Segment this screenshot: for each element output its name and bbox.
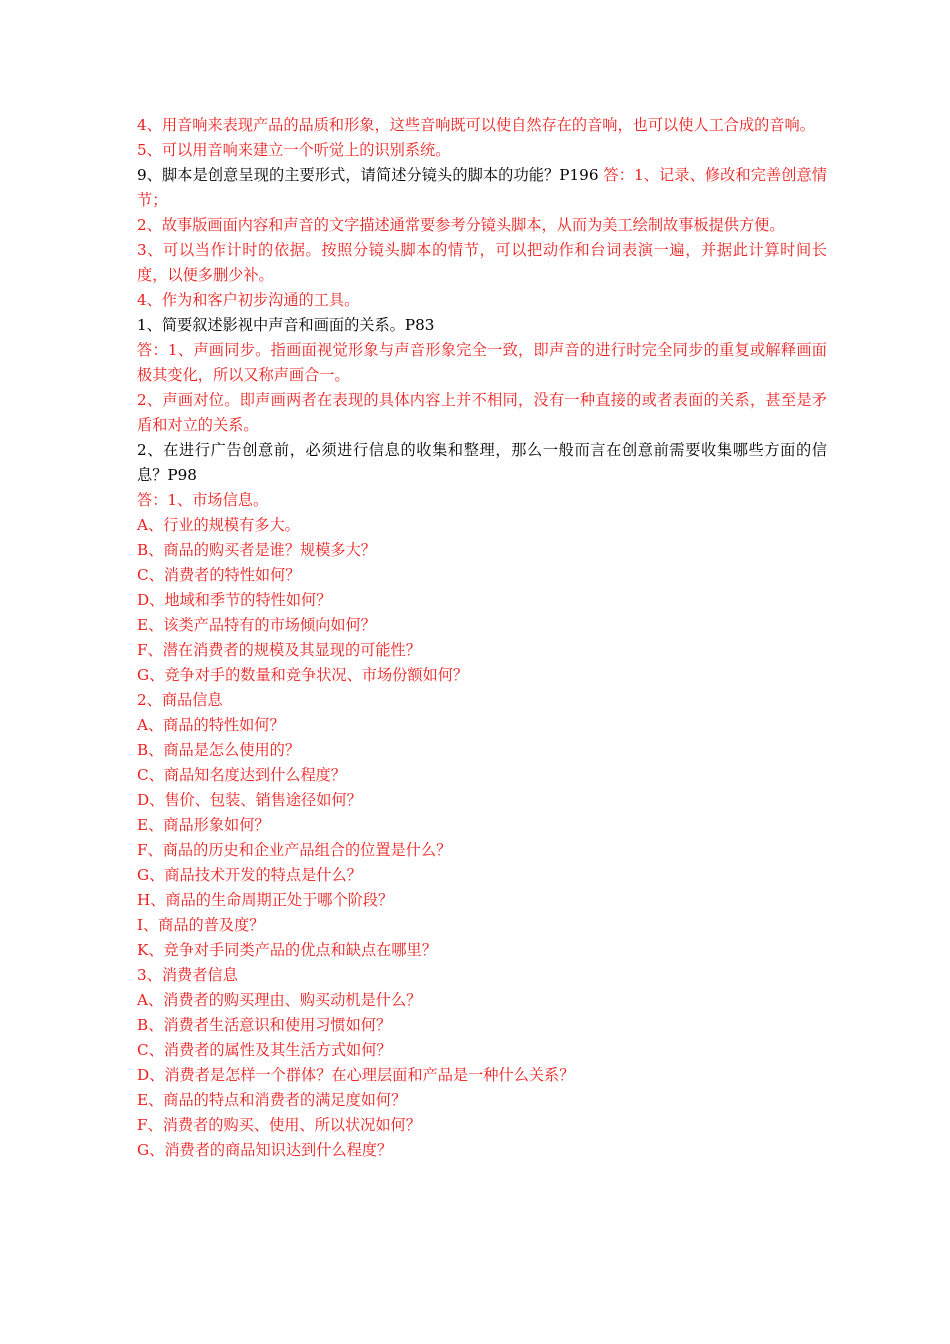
paragraph: [137, 638, 827, 663]
answer-text: 答：1、市场信息。: [137, 491, 269, 509]
paragraph: [137, 663, 827, 688]
paragraph: [137, 238, 827, 288]
answer-text: I、商品的普及度？: [137, 916, 265, 934]
question-text: 1、简要叙述影视中声音和画面的关系。P83: [137, 316, 435, 334]
answer-text: F、商品的历史和企业产品组合的位置是什么？: [137, 841, 452, 859]
paragraph: [137, 538, 827, 563]
paragraph: [137, 838, 827, 863]
paragraph: [137, 1038, 827, 1063]
answer-text: B、消费者生活意识和使用习惯如何？: [137, 1016, 392, 1034]
paragraph: [137, 213, 827, 238]
paragraph: [137, 813, 827, 838]
answer-text: A、消费者的购买理由、购买动机是什么？: [137, 991, 422, 1009]
answer-text: B、商品是怎么使用的？: [137, 741, 301, 759]
paragraph: [137, 763, 827, 788]
answer-text: K、竞争对手同类产品的优点和缺点在哪里？: [137, 941, 437, 959]
paragraph: [137, 113, 827, 138]
paragraph: [137, 1113, 827, 1138]
answer-text: B、商品的购买者是谁？规模多大？: [137, 541, 376, 559]
answer-text: D、消费者是怎样一个群体？在心理层面和产品是一种什么关系？: [137, 1066, 575, 1084]
answer-text: A、商品的特性如何？: [137, 716, 285, 734]
paragraph: [137, 888, 827, 913]
paragraph: [137, 1063, 827, 1088]
answer-text: 2、声画对位。即声画两者在表现的具体内容上并不相同，没有一种直接的或者表面的关系，甚至是矛盾和对立的关系。: [137, 391, 827, 434]
answer-text: G、消费者的商品知识达到什么程度？: [137, 1141, 393, 1159]
question-text: 9、脚本是创意呈现的主要形式，请简述分镜头的脚本的功能？P196: [137, 166, 604, 184]
answer-text: G、竞争对手的数量和竞争状况、市场份额如何？: [137, 666, 469, 684]
paragraph: [137, 963, 827, 988]
paragraph: [137, 338, 827, 388]
answer-text: C、消费者的属性及其生活方式如何？: [137, 1041, 392, 1059]
paragraph: [137, 938, 827, 963]
paragraph: [137, 513, 827, 538]
paragraph: [137, 788, 827, 813]
answer-text: 2、商品信息: [137, 691, 223, 709]
paragraph: [137, 913, 827, 938]
answer-text: F、潜在消费者的规模及其显现的可能性？: [137, 641, 421, 659]
answer-text: D、售价、包装、销售途径如何？: [137, 791, 362, 809]
paragraph: [137, 288, 827, 313]
paragraph: [137, 438, 827, 488]
paragraph: [137, 713, 827, 738]
answer-text: E、商品形象如何？: [137, 816, 270, 834]
paragraph: [137, 1013, 827, 1038]
document-page: [137, 113, 827, 1163]
paragraph: [137, 613, 827, 638]
paragraph: [137, 738, 827, 763]
question-text: 2、在进行广告创意前，必须进行信息的收集和整理，那么一般而言在创意前需要收集哪些方面的信息？P98: [137, 441, 827, 484]
paragraph: [137, 138, 827, 163]
paragraph: [137, 588, 827, 613]
paragraph: [137, 988, 827, 1013]
paragraph: [137, 388, 827, 438]
answer-text: 答：1、记录、修改和完善创意情节；: [137, 166, 827, 209]
answer-text: E、商品的特点和消费者的满足度如何？: [137, 1091, 407, 1109]
answer-text: D、地域和季节的特性如何？: [137, 591, 332, 609]
answer-text: 4、用音响来表现产品的品质和形象，这些音响既可以使自然存在的音响，也可以使人工合成的音响。: [137, 116, 815, 134]
paragraph: [137, 163, 827, 213]
answer-text: 5、可以用音响来建立一个听觉上的识别系统。: [137, 141, 451, 159]
answer-text: F、消费者的购买、使用、所以状况如何？: [137, 1116, 421, 1134]
answer-text: G、商品技术开发的特点是什么？: [137, 866, 362, 884]
paragraph: [137, 863, 827, 888]
answer-text: 3、消费者信息: [137, 966, 238, 984]
answer-text: H、商品的生命周期正处于哪个阶段？: [137, 891, 394, 909]
paragraph: [137, 488, 827, 513]
paragraph: [137, 563, 827, 588]
answer-text: 4、作为和客户初步沟通的工具。: [137, 291, 360, 309]
paragraph: [137, 688, 827, 713]
paragraph: [137, 313, 827, 338]
paragraph: [137, 1088, 827, 1113]
paragraph: [137, 1138, 827, 1163]
answer-text: 2、故事版画面内容和声音的文字描述通常要参考分镜头脚本，从而为美工绘制故事板提供方便。: [137, 216, 785, 234]
answer-text: E、该类产品特有的市场倾向如何？: [137, 616, 376, 634]
answer-text: 3、可以当作计时的依据。按照分镜头脚本的情节，可以把动作和台词表演一遍，并据此计算时间长度，以便多删少补。: [137, 241, 827, 284]
answer-text: C、商品知名度达到什么程度？: [137, 766, 347, 784]
answer-text: C、消费者的特性如何？: [137, 566, 301, 584]
answer-text: 答：1、声画同步。指画面视觉形象与声音形象完全一致，即声音的进行时完全同步的重复或解释画面极其变化，所以又称声画合一。: [137, 341, 827, 384]
answer-text: A、行业的规模有多大。: [137, 516, 300, 534]
